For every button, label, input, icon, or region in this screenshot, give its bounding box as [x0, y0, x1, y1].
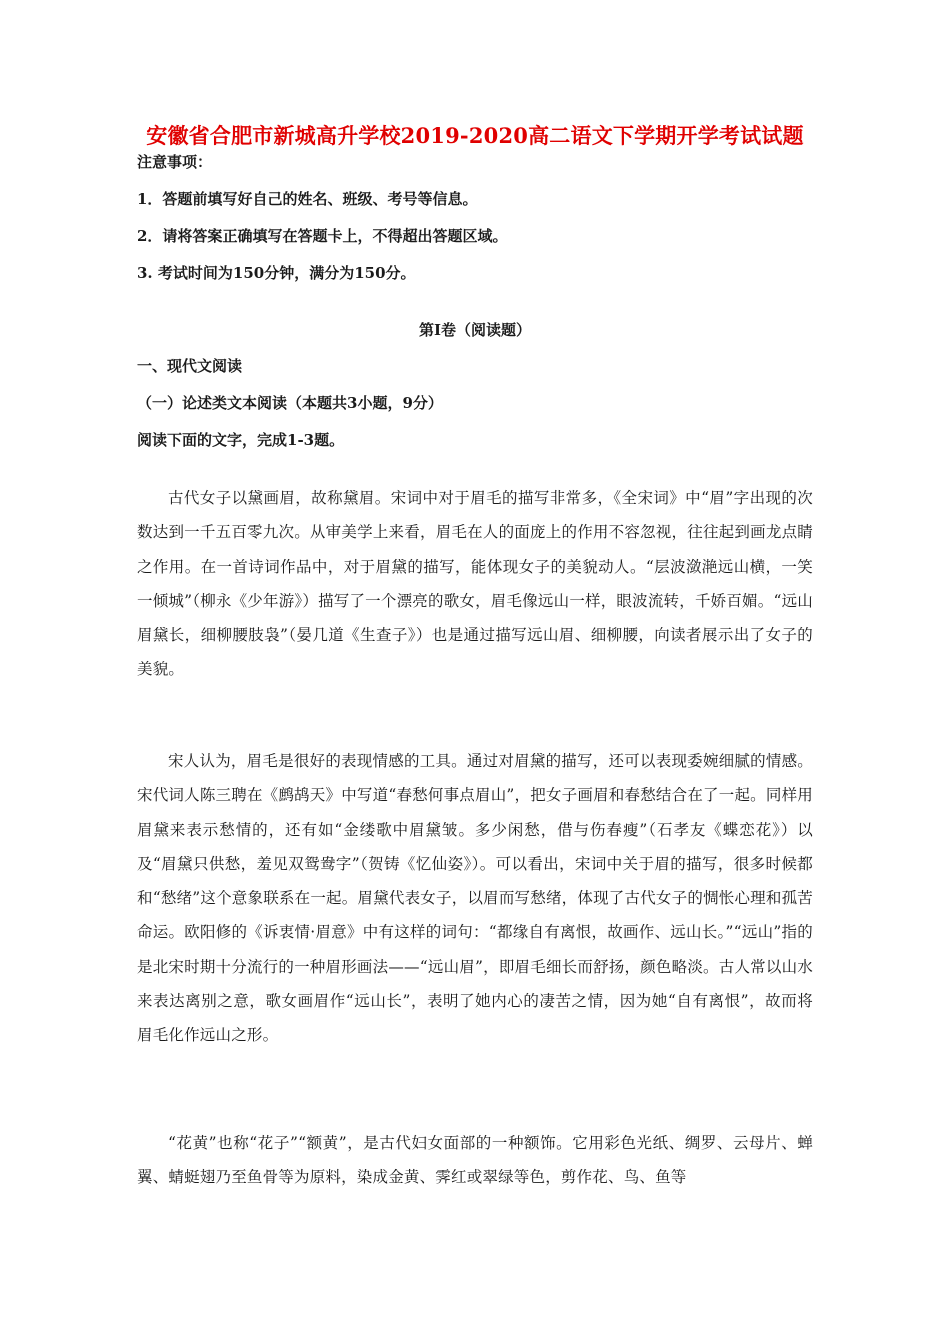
reading-instruction: 阅读下面的文字，完成1-3题。: [137, 431, 345, 449]
notice-heading: 注意事项：: [137, 153, 213, 171]
paragraph-1: 古代女子以黛画眉，故称黛眉。宋词中对于眉毛的描写非常多，《全宋词》中“眉”字出现的次数达到一千五百零九次。从审美学上来看，眉毛在人的面庞上的作用不容忽视，往往起到画龙点睛之作用。在一首诗词作品中，对于眉黛的描写，能体现女子的美貌动人。“层波潋滟远山横，一笑一倾城”（柳永《少年游》）描写了一个漂亮的歌女，眉毛像远山一样，眼波流转，千娇百媚。“远山眉黛长，细柳腰肢袅”（晏几道《生查子》）也是通过描写远山眉、细柳腰，向读者展示出了女子的美貌。: [137, 489, 813, 679]
notice-item-3: 3. 考试时间为150分钟，满分为150分。: [137, 264, 416, 282]
paragraph-2: 宋人认为，眉毛是很好的表现情感的工具。通过对眉黛的描写，还可以表现委婉细腻的情感。宋代词人陈三聘在《鹧鸪天》中写道“春愁何事点眉山”，把女子画眉和春愁结合在了一起。同样用眉黛来表示愁情的，还有如“金缕歌中眉黛皱。多少闲愁，借与伤春瘦”（石孝友《蝶恋花》）以及“眉黛只供愁，羞见双鸳鸯字”（贺铸《忆仙姿》）。可以看出，宋词中关于眉的描写，很多时候都和“愁绪”这个意象联系在一起。眉黛代表女子，以眉而写愁绪，体现了古代女子的惆怅心理和孤苦命运。欧阳修的《诉衷情·眉意》中有这样的词句：“都缘自有离恨，故画作、远山长。”“远山”指的是北宋时期十分流行的一种眉形画法——“远山眉”，即眉毛细长而舒扬，颜色略淡。古人常以山水来表达离别之意，歌女画眉作“远山长”，表明了她内心的凄苦之情，因为她“自有离恨”，故而将眉毛化作远山之形。: [137, 752, 813, 1045]
paragraph-3: “花黄”也称“花子”“额黄”，是古代妇女面部的一种额饰。它用彩色光纸、绸罗、云母片、蝉翼、蜻蜓翅乃至鱼骨等为原料，染成金黄、霁红或翠绿等色，剪作花、鸟、鱼等: [137, 1134, 813, 1187]
volume-title: 第Ⅰ卷（阅读题）: [418, 321, 532, 339]
sub-heading: （一）论述类文本阅读（本题共3小题，9分）: [137, 394, 443, 412]
notice-item-2: 2．请将答案正确填写在答题卡上，不得超出答题区域。: [137, 227, 508, 245]
part-heading: 一、现代文阅读: [137, 357, 243, 375]
notice-item-1: 1．答题前填写好自己的姓名、班级、考号等信息。: [137, 190, 478, 208]
document-title: 安徽省合肥市新城高升学校2019-2020高二语文下学期开学考试试题: [146, 123, 804, 148]
